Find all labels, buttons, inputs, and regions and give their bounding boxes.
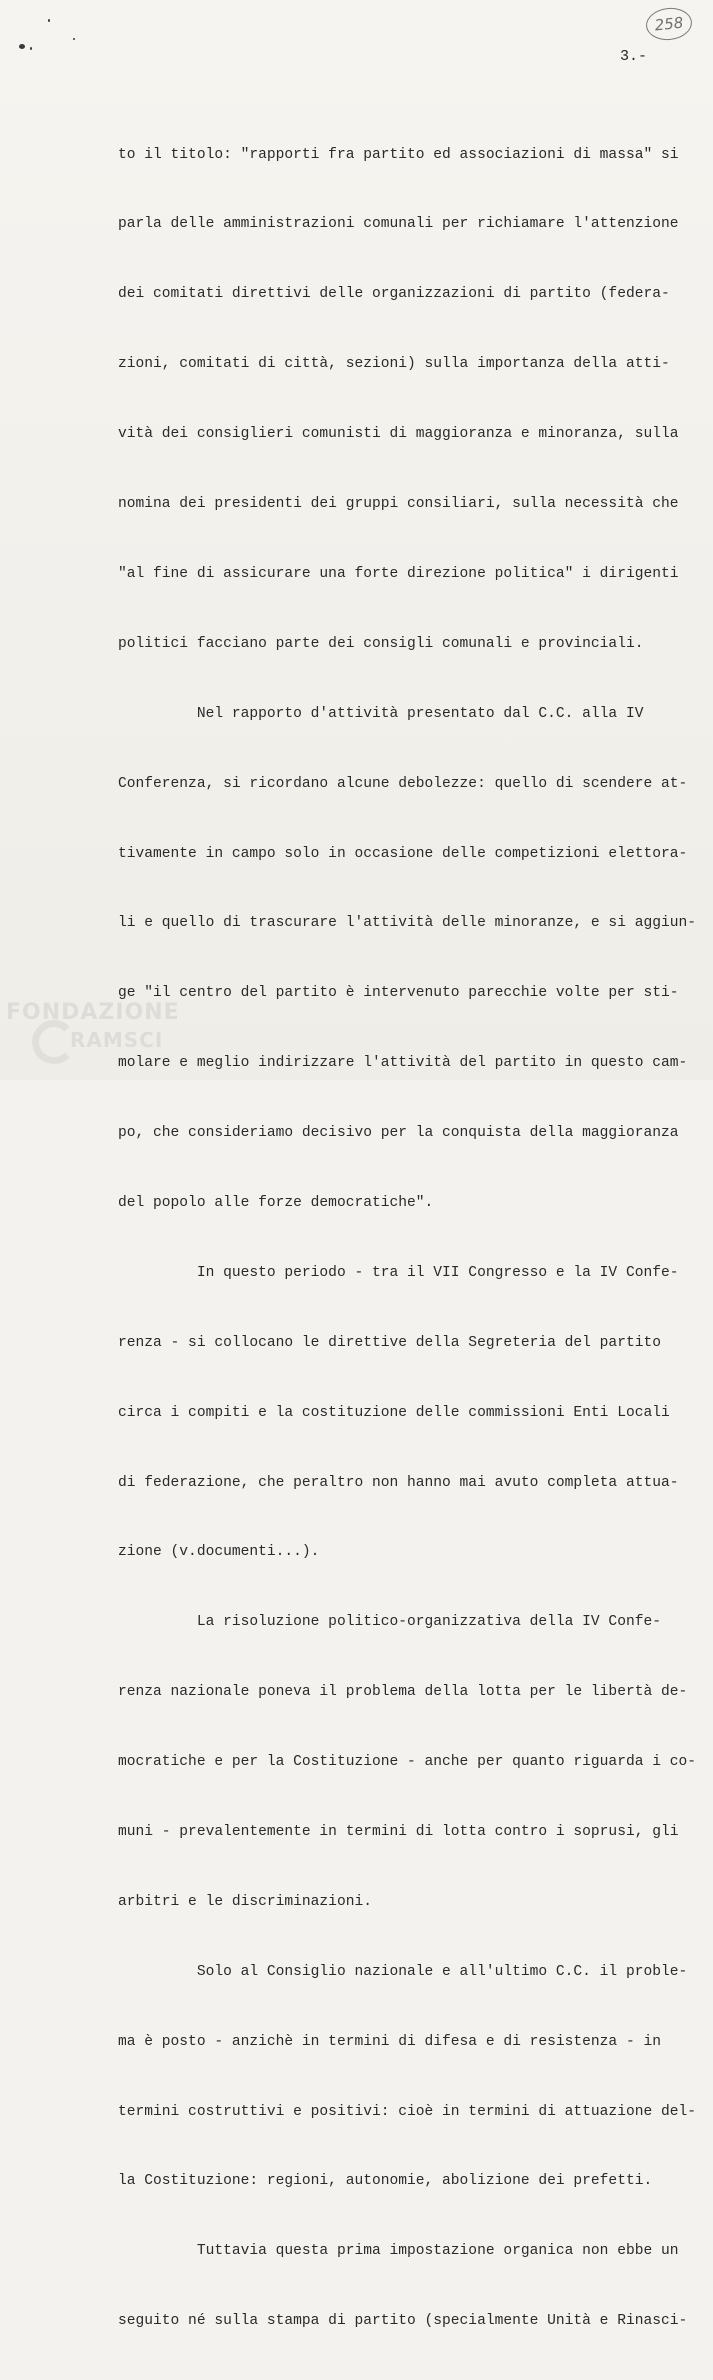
watermark-g-logo-icon: [32, 1020, 76, 1064]
text-line: "al fine di assicurare una forte direzione politica" i dirigenti: [118, 565, 679, 582]
archive-number-stamp: 258: [644, 6, 693, 43]
text-line: li e quello di trascurare l'attività delle minoranze, e si aggiun-: [118, 915, 697, 932]
ink-speck: [48, 19, 50, 22]
text-line: renza nazionale poneva il problema della lotta per le libertà de-: [118, 1684, 688, 1701]
text-line: In questo periodo - tra il VII Congresso e la IV Confe-: [118, 1264, 679, 1281]
text-line: seguito né sulla stampa di partito (specialmente Unità e Rinasci-: [118, 2313, 688, 2330]
text-line: ma è posto - anzichè in termini di difesa e di resistenza - in: [118, 2033, 661, 2050]
text-line: tivamente in campo solo in occasione delle competizioni elettora-: [118, 845, 688, 862]
text-line: termini costruttivi e positivi: cioè in termini di attuazione del-: [118, 2103, 697, 2120]
text-line: to il titolo: "rapporti fra partito ed associazioni di massa" si: [118, 146, 679, 163]
ink-speck: [30, 47, 32, 50]
text-line: La risoluzione politico-organizzativa della IV Confe-: [118, 1614, 661, 1631]
text-line: renza - si collocano le direttive della Segreteria del partito: [118, 1334, 661, 1351]
text-line: Conferenza, si ricordano alcune debolezze: quello di scendere at-: [118, 775, 688, 792]
watermark-line1: FONDAZIONE: [6, 1000, 180, 1025]
text-line: arbitri e le discriminazioni.: [118, 1893, 372, 1910]
text-line: politici facciano parte dei consigli comunali e provinciali.: [118, 635, 644, 652]
text-line: Nel rapporto d'attività presentato dal C.C. alla IV: [118, 705, 644, 722]
text-line: Solo al Consiglio nazionale e all'ultimo C.C. il proble-: [118, 1963, 688, 1980]
watermark-line2: RAMSCI: [70, 1028, 164, 1052]
text-line: circa i compiti e la costituzione delle commissioni Enti Locali: [118, 1404, 670, 1421]
text-line: mocratiche e per la Costituzione - anche per quanto riguarda i co-: [118, 1754, 697, 1771]
text-line: la Costituzione: regioni, autonomie, abolizione dei prefetti.: [118, 2173, 653, 2190]
text-line: vità dei consiglieri comunisti di maggioranza e minoranza, sulla: [118, 426, 679, 443]
text-line: del popolo alle forze democratiche".: [118, 1194, 434, 1211]
text-line: zioni, comitati di città, sezioni) sulla importanza della atti-: [118, 356, 670, 373]
text-line: ge "il centro del partito è intervenuto parecchie volte per sti-: [118, 985, 679, 1002]
text-line: po, che consideriamo decisivo per la conquista della maggioranza: [118, 1125, 679, 1142]
ink-speck: [19, 44, 25, 49]
text-line: Tuttavia questa prima impostazione organica non ebbe un: [118, 2243, 679, 2260]
typewritten-body: [118, 97, 697, 2380]
text-line: parla delle amministrazioni comunali per richiamare l'attenzione: [118, 216, 679, 233]
text-line: muni - prevalentemente in termini di lotta contro i soprusi, gli: [118, 1823, 679, 1840]
text-line: dei comitati direttivi delle organizzazioni di partito (federa-: [118, 286, 670, 303]
text-line: molare e meglio indirizzare l'attività del partito in questo cam-: [118, 1055, 688, 1072]
text-line: di federazione, che peraltro non hanno mai avuto completa attua-: [118, 1474, 679, 1491]
text-line: nomina dei presidenti dei gruppi consiliari, sulla necessità che: [118, 496, 679, 513]
page-number: 3.-: [620, 48, 648, 65]
text-line: zione (v.documenti...).: [118, 1544, 320, 1561]
ink-speck: [73, 38, 75, 40]
